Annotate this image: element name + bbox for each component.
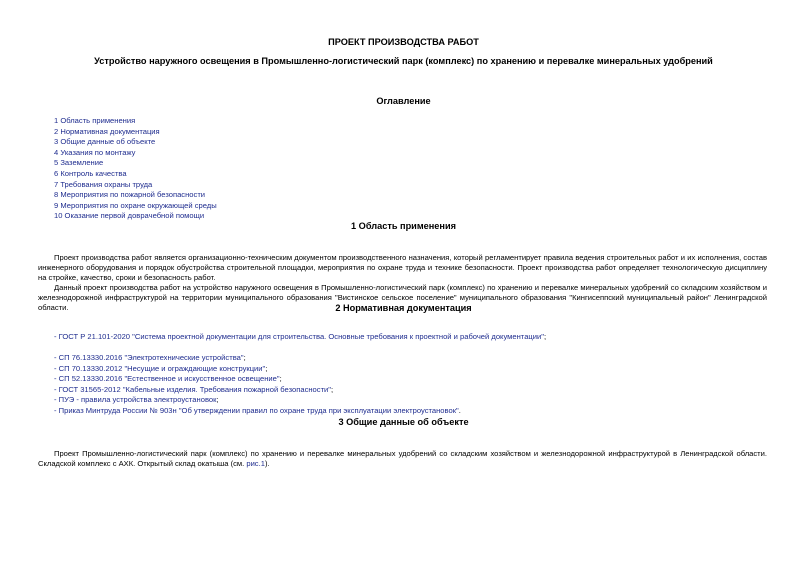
toc-item	[54, 201, 217, 212]
toc-item	[54, 158, 217, 169]
normative-item	[54, 374, 461, 385]
toc-item	[54, 169, 217, 180]
section-3-text-end: ).	[264, 459, 270, 468]
section-3-text: Проект Промышленно-логистический парк (комплекс) по хранению и перевалке минеральных удобрений со складским хозяйством и железнодорожной инфраструктурой в Ленинградской области. Складской комплекс с АХК. Открытый склад окатыша (см.	[38, 449, 767, 468]
toc-item	[54, 127, 217, 138]
normative-item	[54, 353, 461, 364]
section-3-heading: 3 Общие данные об объекте	[338, 417, 469, 427]
normative-item-tail: ;	[216, 395, 219, 405]
normative-link[interactable]: - Приказ Минтруда России № 903н "Об утверждении правил по охране труда при эксплуатации электроустановок"	[54, 405, 459, 415]
section-1-heading: 1 Область применения	[351, 221, 456, 231]
toc-link-3[interactable]: 3 Общие данные об объекте	[54, 137, 156, 147]
toc-link-7[interactable]: 7 Требования охраны труда	[54, 179, 153, 189]
section-1-paragraph-2: Данный проект производства работ на устройство наружного освещения в Промышленно-логистический парк (комплекс) по хранению и перевалке минеральных удобрений со складским хозяйством и железнодорожной инфраструктурой на территории муниципального образования "Вистинское сельское поселение" муниципального образования "Кингисеппский муниципальный район" Ленинградской области.	[38, 283, 767, 312]
toc-link-8[interactable]: 8 Мероприятия по пожарной безопасности	[54, 190, 206, 200]
normative-item	[54, 406, 461, 417]
toc-link-5[interactable]: 5 Заземление	[54, 158, 104, 168]
normative-item-tail: ;	[279, 374, 282, 384]
toc-item	[54, 116, 217, 127]
normative-item-tail: ;	[331, 384, 334, 394]
normative-link[interactable]: - ГОСТ Р 21.101-2020 "Система проектной документации для строительства. Основные требования к проектной и рабочей документации"	[54, 332, 544, 341]
normative-item-tail: ;	[265, 363, 268, 373]
normative-item-tail: ;	[243, 353, 246, 362]
section-3-paragraph	[38, 449, 767, 469]
normative-link[interactable]: - ПУЭ - правила устройства электроустановок	[54, 395, 217, 405]
toc-link-1[interactable]: 1 Область применения	[54, 116, 136, 125]
toc-item	[54, 148, 217, 159]
toc-link-4[interactable]: 4 Указания по монтажу	[54, 147, 136, 157]
toc-link-10[interactable]: 10 Оказание первой доврачебной помощи	[54, 211, 205, 221]
toc-item	[54, 137, 217, 148]
section-1-paragraph-1: Проект производства работ является организационно-техническим документом производственного назначения, который регламентирует правила ведения строительных работ и их исполнения, состав инженерного оборудования и порядок обустройства строительной площадки, мероприятия по охране труда и технике безопасности. Проект производства работ определяет технологическую дисциплину на стройке, качество, сроки и безопасность работ.	[38, 253, 767, 282]
document-title: ПРОЕКТ ПРОИЗВОДСТВА РАБОТ	[328, 37, 479, 47]
normative-list-primary	[54, 332, 546, 343]
normative-item	[54, 395, 461, 406]
toc-heading: Оглавление	[376, 96, 431, 106]
toc-item	[54, 180, 217, 191]
normative-link[interactable]: - СП 52.13330.2016 "Естественное и искусственное освещение"	[54, 374, 280, 384]
normative-list	[54, 353, 461, 417]
toc-link-9[interactable]: 9 Мероприятия по охране окружающей среды	[54, 200, 217, 210]
document-subtitle: Устройство наружного освещения в Промышленно-логистический парк (комплекс) по хранению и перевалке минеральных удобрений	[94, 56, 713, 66]
normative-item-tail: .	[458, 405, 461, 415]
normative-link[interactable]: - ГОСТ 31565-2012 "Кабельные изделия. Требования пожарной безопасности"	[54, 384, 331, 394]
toc-item	[54, 190, 217, 201]
normative-item	[54, 364, 461, 375]
normative-item	[54, 332, 546, 343]
normative-link[interactable]: - СП 70.13330.2012 "Несущие и ограждающие конструкции"	[54, 363, 266, 373]
figure-1-link[interactable]: рис.1	[246, 459, 265, 468]
normative-item-tail: ;	[543, 332, 547, 341]
normative-item	[54, 385, 461, 396]
toc-link-6[interactable]: 6 Контроль качества	[54, 168, 127, 178]
toc-link-2[interactable]: 2 Нормативная документация	[54, 126, 160, 136]
section-2-heading: 2 Нормативная документация	[335, 303, 472, 313]
normative-link[interactable]: - СП 76.13330.2016 "Электротехнические устройства"	[54, 353, 244, 362]
table-of-contents	[54, 116, 217, 222]
